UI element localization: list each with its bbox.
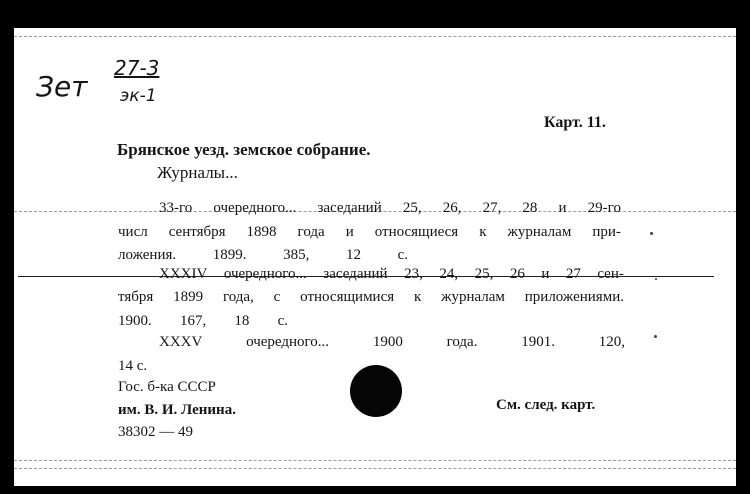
entry1-line1 (159, 200, 621, 217)
entry-word: 25, (402, 200, 422, 216)
entry-word: и (541, 266, 550, 282)
library-line3: 38302 — 49 (118, 424, 193, 440)
entry-word: 24, (439, 266, 459, 282)
speck (650, 232, 653, 235)
entry-word: 1899 (173, 289, 204, 305)
top-dashed-rule (14, 36, 736, 37)
entry-word: с. (397, 247, 408, 263)
bottom-dashed-rule-2 (14, 468, 736, 469)
entry-word: 1901. (521, 334, 555, 350)
entry-word: 26 (509, 266, 525, 282)
entry-word: 25, (474, 266, 494, 282)
library-line2: им. В. И. Ленина. (118, 402, 236, 418)
entry-word: 18 (234, 313, 250, 329)
entry2-line3 (118, 313, 288, 330)
entry-word: 33-го (159, 200, 193, 216)
handwritten-denominator: эк-1 (120, 86, 157, 106)
entry1-line2 (118, 224, 621, 241)
entry-word: 27, (482, 200, 502, 216)
entry2-line1 (159, 266, 624, 283)
card-number: Карт. 11. (544, 114, 606, 131)
entry-word: заседаний (317, 200, 382, 216)
entry3-line2: 14 с. (118, 358, 148, 374)
entry-word: сен- (597, 266, 624, 282)
entry-word: к (413, 289, 422, 305)
entry-word: с. (277, 313, 288, 329)
entry-word: 28 (522, 200, 538, 216)
entry-word: относящимися (300, 289, 395, 305)
entry-word: очередного... (246, 334, 330, 350)
entry-word: 167, (179, 313, 207, 329)
entry-word: ложения. (118, 247, 177, 263)
entry-word: относящиеся (374, 224, 459, 240)
entry1-line3 (118, 247, 408, 264)
entry-word: 12 (345, 247, 361, 263)
entry-word: 1899. (212, 247, 247, 263)
entry-word: и (345, 224, 354, 240)
entry-word: 1898 (246, 224, 277, 240)
entry-word: очередного... (223, 266, 307, 282)
entry-word: числ (118, 224, 148, 240)
see-next-card: См. след. карт. (496, 397, 596, 413)
entry-word: года, (222, 289, 254, 305)
entry-word: при- (592, 224, 621, 240)
entry-word: приложениями. (524, 289, 624, 305)
bottom-dashed-rule-1 (14, 460, 736, 461)
entry-word: года (297, 224, 325, 240)
catalog-card (14, 28, 736, 486)
entry-word: 27 (565, 266, 581, 282)
entry-word: XXXIV (159, 266, 208, 282)
entry-word: 1900. (118, 313, 152, 329)
handwritten-left: Зет (36, 70, 88, 103)
entry-word: 29-го (587, 200, 621, 216)
entry-word: 385, (283, 247, 310, 263)
entry-word: 1900 (372, 334, 403, 350)
library-line1: Гос. б-ка СССР (118, 379, 216, 395)
entry-word: сентября (168, 224, 226, 240)
entry-word: очередного... (213, 200, 297, 216)
handwritten-numerator: 27-3 (114, 56, 160, 80)
speck (654, 335, 657, 338)
entry2-line2 (118, 289, 624, 306)
entry-word: журналам (507, 224, 572, 240)
entry-word: 23, (404, 266, 423, 282)
entry-word: 26, (442, 200, 462, 216)
speck (655, 278, 657, 280)
entry-word: XXXV (159, 334, 203, 350)
entry-word: года. (446, 334, 478, 350)
entry-word: и (558, 200, 567, 216)
entry-word: 120, (598, 334, 625, 350)
entry-word: журналам (441, 289, 505, 305)
author-heading: Брянское уезд. земское собрание. (117, 140, 371, 159)
entry-word: заседаний (323, 266, 388, 282)
entry-word: тября (118, 289, 154, 305)
entry3-line1 (159, 334, 625, 351)
punch-hole (350, 365, 402, 417)
entry-word: к (479, 224, 487, 240)
entry-word: с (273, 289, 281, 305)
title-line: Журналы... (157, 163, 238, 182)
